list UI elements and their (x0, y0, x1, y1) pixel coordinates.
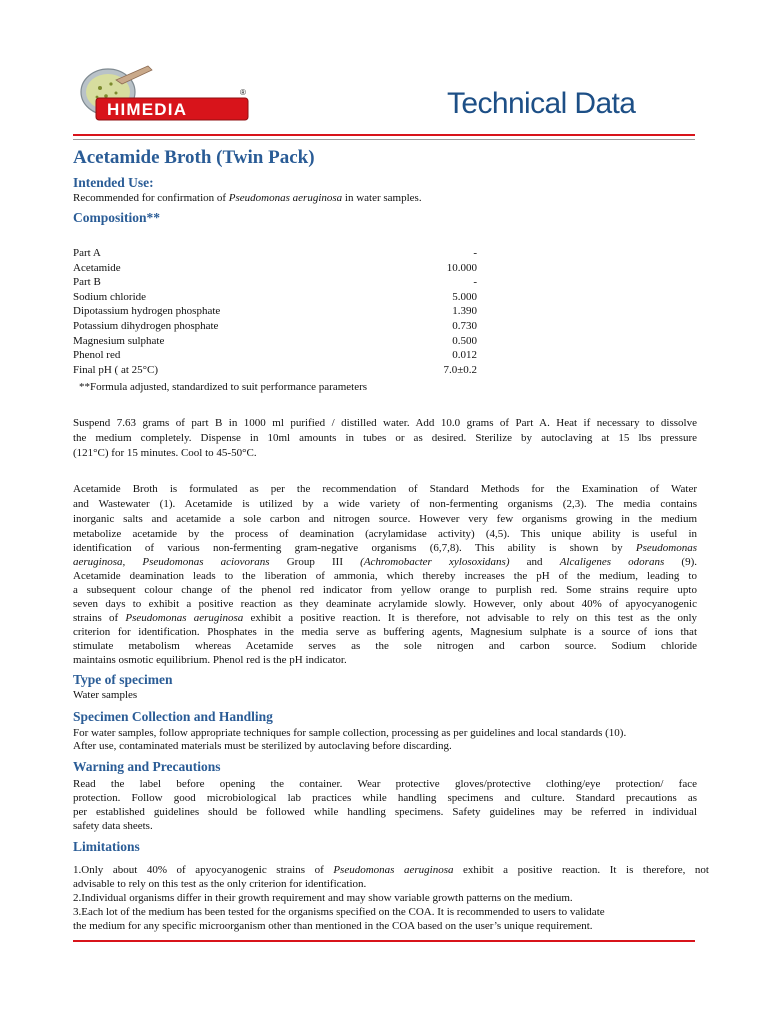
ingredient-name: Potassium dihydrogen phosphate (73, 320, 219, 332)
principle-line: inorganic salts and acetamide a sole carbon and nitrogen source. However very few organisms growing in the medium (73, 513, 697, 525)
svg-text:®: ® (240, 88, 246, 97)
ingredient-value: 0.730 (452, 320, 477, 332)
composition-row (73, 290, 477, 304)
ingredient-value: - (473, 247, 477, 259)
ingredient-value: 0.012 (452, 349, 477, 362)
composition-row (73, 275, 477, 289)
header-title: Technical Data (447, 87, 636, 120)
principle-line: identification of various non-fermenting gram-negative organisms (6,7,8). This ability is shown by Pseudomonas (73, 542, 697, 554)
principle-line: strains of Pseudomonas aeruginosa exhibit a positive reaction. It is therefore, not advisable to rely on this test as the only (73, 612, 698, 624)
composition-footnote: **Formula adjusted, standardized to suit performance parameters (79, 381, 368, 393)
directions-line: the medium completely. Dispense in 10ml amounts in tubes or as desired. Sterilize by autoclaving at 15 lbs pressure (73, 432, 697, 444)
limitations-line: the medium for any specific microorganism other than mentioned in the COA based on the user’s unique requirement. (73, 920, 593, 932)
svg-text:HIMEDIA: HIMEDIA (107, 100, 188, 119)
warnings-line: protection. Follow good microbiological lab practices while handling specimens and culture. Standard precautions as (73, 792, 697, 804)
warnings-line: Read the label before opening the container. Wear protective gloves/protective clothing/eye protection/ face (73, 778, 697, 790)
ingredient-value: 7.0±0.2 (443, 363, 477, 376)
footer-divider-red (73, 940, 695, 942)
specimen-type-heading: Type of specimen (73, 672, 173, 687)
ingredient-value: 1.390 (452, 305, 477, 318)
collection-line: For water samples, follow appropriate techniques for sample collection, processing as per guidelines and local standards (10). (73, 727, 627, 739)
intended-use-heading: Intended Use: (73, 175, 154, 190)
ingredient-name: Phenol red (73, 349, 121, 362)
ingredient-value: 5.000 (452, 290, 477, 303)
composition-row (73, 363, 477, 377)
principle-line: Acetamide Broth is formulated as per the recommendation of Standard Methods for the Examination of Water (73, 483, 697, 495)
composition-row (73, 246, 477, 260)
header-divider-red (73, 134, 695, 136)
limitations-line: 3.Each lot of the medium has been tested for the organisms specified on the COA. It is recommended to users to validate (73, 906, 605, 918)
ingredient-name: Part A (73, 247, 101, 259)
principle-line: criterion for identification. Phosphates in the media serve as buffering agents, Magnesium sulphate is a source of ions that (73, 626, 697, 638)
ingredient-name: Acetamide (73, 261, 121, 274)
principle-line: seven days to exhibit a positive reaction as they deaminate acrylamide slowly. However, only about 40% of apyocyanogenic (73, 598, 697, 610)
intended-use-text: Recommended for confirmation of Pseudomonas aeruginosa in water samples. (73, 192, 422, 204)
ingredient-name: Magnesium sulphate (73, 334, 165, 347)
principle-line: and Wastewater (1). Acetamide is utilized by a wide variety of non-fermenting organisms (2,3). The media contains (73, 498, 697, 510)
composition-row (73, 334, 477, 348)
composition-row (73, 319, 477, 333)
ingredient-name: Sodium chloride (73, 290, 147, 303)
ingredient-value: 10.000 (446, 261, 477, 274)
principle-line: aeruginosa, Pseudomonas aciovorans Group III (Achromobacter xylosoxidans) and Alcaligenes odorans (9). (73, 556, 697, 568)
collection-line: After use, contaminated materials must be sterilized by autoclaving before discarding. (73, 740, 452, 752)
directions-line: (121°C) for 15 minutes. Cool to 45-50°C. (73, 447, 257, 459)
composition-row (73, 261, 477, 275)
warnings-line: safety data sheets. (73, 820, 153, 832)
collection-heading: Specimen Collection and Handling (73, 709, 273, 724)
ingredient-value: 0.500 (452, 334, 477, 347)
specimen-type-text: Water samples (73, 689, 138, 701)
composition-row (73, 348, 477, 362)
limitations-line: 2.Individual organisms differ in their growth requirement and may show variable growth patterns on the medium. (73, 892, 573, 904)
composition-row (73, 304, 477, 318)
ingredient-name: Part B (73, 276, 101, 289)
directions-line: Suspend 7.63 grams of part B in 1000 ml purified / distilled water. Add 10.0 grams of Part A. Heat if necessary to dissolve (73, 417, 697, 429)
himedia-logo (78, 62, 250, 126)
principle-line: stimulate metabolism whereas Acetamide serves as the sole nitrogen and carbon source. Sodium chloride (73, 640, 697, 652)
ingredient-name: Final pH ( at 25°C) (73, 363, 159, 376)
ingredient-value: - (473, 276, 477, 289)
warnings-heading: Warning and Precautions (73, 759, 221, 774)
limitations-heading: Limitations (73, 839, 140, 854)
ingredient-name: Dipotassium hydrogen phosphate (73, 305, 221, 318)
principle-line: metabolize acetamide by the process of deamination (acrylamidase activity) (4,5). This unique ability is useful in (73, 528, 697, 540)
warnings-line: per established guidelines should be followed while handling specimens. Safety guidelines may be referred in individual (73, 806, 697, 818)
limitations-line: advisable to rely on this test as the only criterion for identification. (73, 878, 367, 890)
page-title: Acetamide Broth (Twin Pack) (73, 147, 315, 168)
principle-line: a subsequent colour change of the phenol red indicator from yellow orange to purplish red. Some strains require upto (73, 584, 697, 596)
principle-line: maintains osmotic equilibrium. Phenol red is the pH indicator. (73, 654, 347, 666)
composition-heading: Composition** (73, 210, 161, 225)
principle-line: Acetamide deamination leads to the liberation of ammonia, which thereby increases the pH of the medium, leading to (73, 570, 697, 582)
limitations-line: 1.Only about 40% of apyocyanogenic strains of Pseudomonas aeruginosa exhibit a positive reaction. It is therefore, not (73, 864, 709, 876)
header-divider-grey (73, 139, 695, 140)
